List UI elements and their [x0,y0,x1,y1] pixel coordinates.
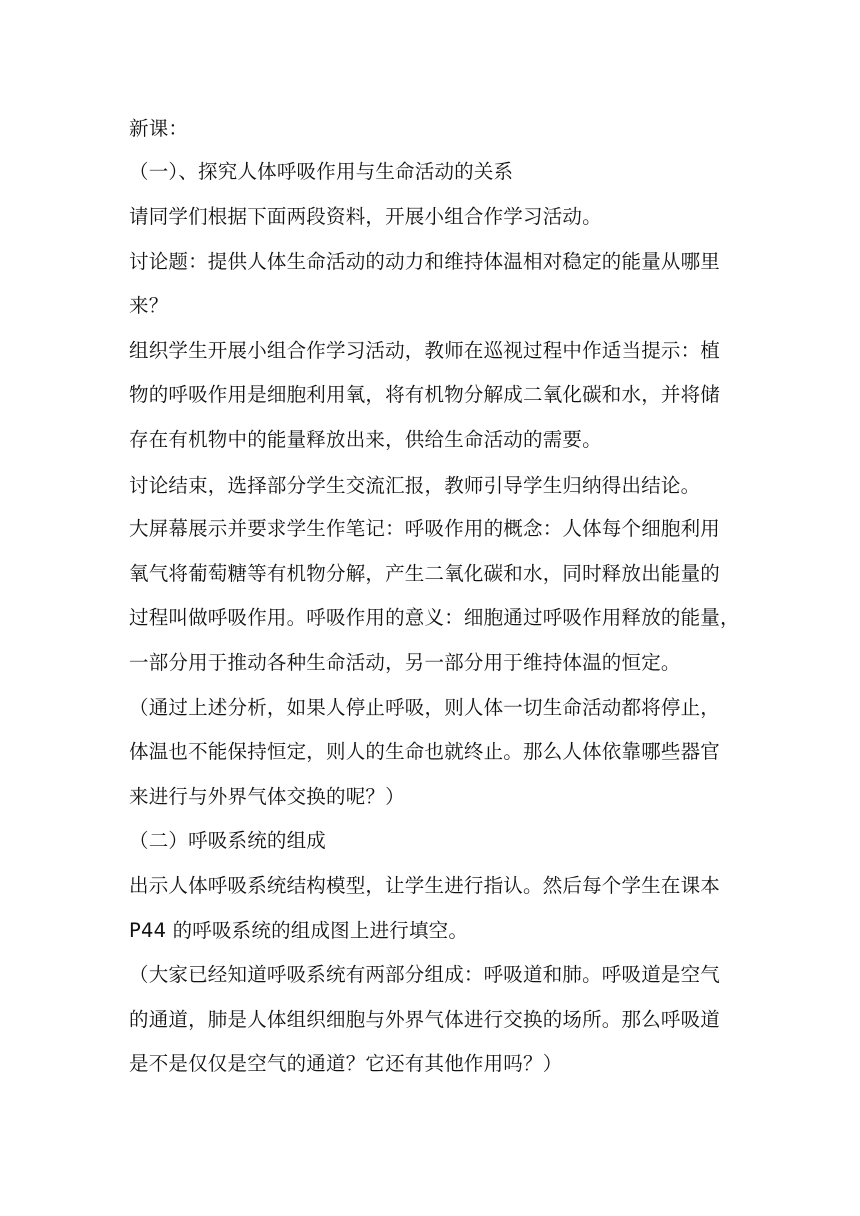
paragraph-line: 请同学们根据下面两段资料，开展小组合作学习活动。 [129,205,602,228]
paragraph-line: 组织学生开展小组合作学习活动，教师在巡视过程中作适当提示：植 [129,339,721,362]
paragraph-line: 一部分用于推动各种生命活动，另一部分用于维持体温的恒定。 [129,651,681,674]
paragraph-line: 来？ [129,294,169,317]
paragraph-line: （大家已经知道呼吸系统有两部分组成：呼吸道和肺。呼吸道是空气 [129,963,721,986]
paragraph-line: P44 的呼吸系统的组成图上进行填空。 [129,919,469,942]
paragraph-line: 讨论题：提供人体生命活动的动力和维持体温相对稳定的能量从哪里 [129,250,721,273]
heading-part-two: （二）呼吸系统的组成 [129,829,327,852]
paragraph-line: 过程叫做呼吸作用。呼吸作用的意义：细胞通过呼吸作用释放的能量， [129,606,740,629]
paragraph-line: 大屏幕展示并要求学生作笔记：呼吸作用的概念：人体每个细胞利用 [129,517,721,540]
paragraph-line: 来进行与外界气体交换的呢？） [129,785,405,808]
paragraph-line: 氧气将葡萄糖等有机物分解，产生二氧化碳和水，同时释放出能量的 [129,562,721,585]
section-new-lesson: 新课： [129,117,189,140]
paragraph-line: 体温也不能保持恒定，则人的生命也就终止。那么人体依靠哪些器官 [129,740,721,763]
paragraph-line: 物的呼吸作用是细胞利用氧，将有机物分解成二氧化碳和水，并将储 [129,383,721,406]
paragraph-line: 的通道，肺是人体组织细胞与外界气体进行交换的场所。那么呼吸道 [129,1008,721,1031]
paragraph-line: 存在有机物中的能量释放出来，供给生命活动的需要。 [129,428,602,451]
paragraph-line: （通过上述分析，如果人停止呼吸，则人体一切生命活动都将停止， [129,696,721,719]
paragraph-line: 是不是仅仅是空气的通道？它还有其他作用吗？） [129,1052,563,1075]
paragraph-line: 讨论结束，选择部分学生交流汇报，教师引导学生归纳得出结论。 [129,474,701,497]
paragraph-line: 出示人体呼吸系统结构模型，让学生进行指认。然后每个学生在课本 [129,874,721,897]
heading-part-one: （一）、探究人体呼吸作用与生命活动的关系 [129,160,514,183]
